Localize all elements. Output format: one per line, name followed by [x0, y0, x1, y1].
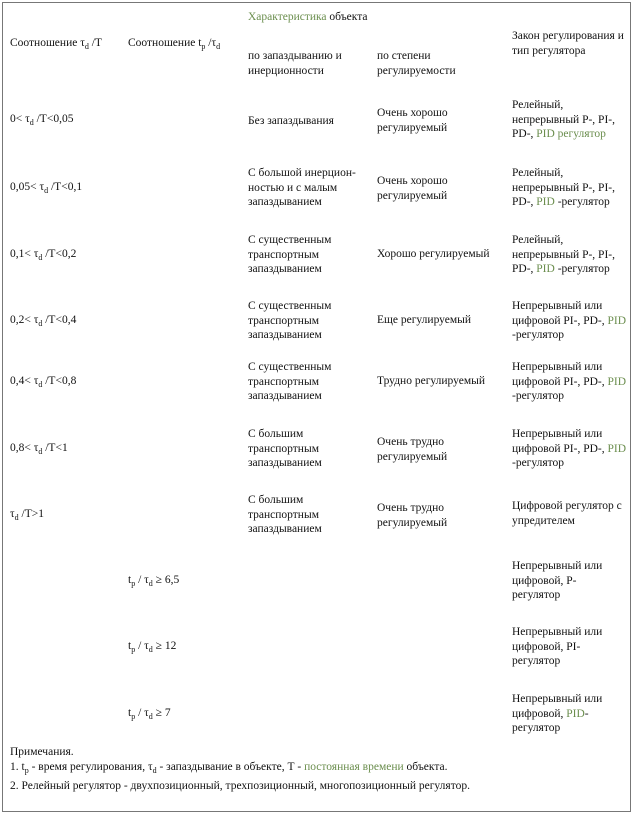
delay-cell: С существенным транспортным запаздыванием	[248, 234, 332, 275]
law-post: -регулятор	[554, 263, 610, 275]
ratio-cell	[10, 374, 120, 389]
tau-sub: d	[148, 579, 153, 588]
tau-sub: d	[148, 712, 153, 721]
ratio-post: /T<0,05	[33, 113, 74, 125]
tp-ratio-cell	[128, 706, 243, 721]
tp-symbol: t	[128, 640, 132, 652]
law-highlight: PID	[536, 263, 555, 275]
regulability-header: по степени регулируемости	[377, 50, 456, 77]
characteristic-rest: объекта	[326, 11, 368, 23]
ratio-pre: 0,1< τ	[10, 248, 39, 260]
law-pre: Непрерывный или цифровой PI-, PD-,	[512, 361, 608, 388]
regulability-cell: Очень трудно регулируемый	[377, 436, 448, 463]
delay-cell: С большим транспортным запаздыванием	[248, 494, 322, 535]
ratio-post: /T<0,4	[42, 314, 77, 326]
delay-cell: С существенным транспортным запаздыванием	[248, 300, 332, 341]
note1-c: - запаздывание в объекте, Т -	[156, 761, 305, 773]
ratio2-mid: /τ	[205, 37, 217, 49]
ratio-post: /T<0,2	[42, 248, 77, 260]
law-highlight: PID	[607, 314, 627, 327]
law-post: -регулятор	[512, 457, 565, 469]
delay-cell: С большим транспортным запаздыванием	[248, 428, 322, 469]
control-law-cell	[512, 559, 612, 603]
control-law-cell	[512, 166, 630, 210]
control-law-cell	[512, 98, 630, 142]
law-highlight: PID	[607, 442, 627, 455]
regulability-cell: Хорошо регулируемый	[377, 248, 490, 260]
law-post: -регулятор	[512, 707, 589, 734]
control-law-cell	[512, 360, 630, 404]
law-pre: Цифровой регулятор с упредителем	[512, 500, 622, 527]
tp-symbol: t	[128, 574, 132, 586]
regulability-cell: Еще регулируемый	[377, 314, 472, 326]
law-highlight: PID	[536, 196, 555, 208]
ratio1-pre: Соотношение τ	[10, 37, 85, 49]
tau-symbol: / τ	[135, 574, 149, 586]
notes-title: Примечания.	[10, 746, 74, 758]
law-highlight: PID	[607, 375, 627, 388]
ratio-sub: d	[44, 186, 49, 195]
control-law-cell	[512, 692, 612, 736]
ratio1-sub: d	[84, 42, 89, 51]
note1-sub2: d	[152, 766, 157, 775]
ratio-pre: τ	[10, 508, 15, 520]
tp-ratio-cell	[128, 573, 243, 588]
ratio-sub: d	[14, 513, 19, 522]
ratio2-sub2: d	[216, 42, 221, 51]
delay-inertia-header: по запаздыванию и инерционности	[248, 50, 342, 77]
law-highlight: PID регулятор	[536, 128, 606, 140]
law-highlight: PID	[566, 707, 585, 720]
note1-a: 1. t	[10, 761, 25, 773]
ratio-cell	[10, 112, 120, 127]
tp-symbol: t	[128, 707, 132, 719]
ratio-cell	[10, 441, 120, 456]
ratio-post: /T<1	[42, 442, 68, 454]
regulability-cell: Очень трудно регулируемый	[377, 502, 448, 529]
ratio-pre: 0,05< τ	[10, 181, 45, 193]
control-law-cell	[512, 233, 630, 277]
regulability-cell: Очень хорошо регулируемый	[377, 175, 448, 202]
ratio-sub: d	[38, 253, 43, 262]
ratio-tp-tau-header	[128, 36, 243, 51]
delay-cell: С большой инерцион-ностью и с малым запаздыванием	[248, 167, 356, 208]
ratio-sub: d	[29, 118, 34, 127]
control-law-cell	[512, 625, 612, 669]
ratio-tau-t-header	[10, 36, 130, 51]
ratio-sub: d	[38, 319, 43, 328]
tau-symbol: / τ	[135, 707, 149, 719]
law-pre: Непрерывный или цифровой, PI-регулятор	[512, 626, 603, 667]
delay-cell: С существенным транспортным запаздыванием	[248, 361, 332, 402]
object-characteristic-header	[248, 10, 498, 25]
law-pre: Непрерывный или цифровой,	[512, 693, 603, 720]
ratio2-sub1: р	[201, 42, 206, 51]
regulability-cell: Трудно регулируемый	[377, 375, 486, 387]
tau-symbol: / τ	[135, 640, 149, 652]
characteristic-highlight: Характеристика	[248, 11, 327, 23]
law-post: -регулятор	[512, 390, 565, 402]
ratio-sub: d	[38, 447, 43, 456]
note1-b: - время регулирования, τ	[28, 761, 153, 773]
control-law-cell	[512, 499, 630, 528]
law-pre: Непрерывный или цифровой PI-, PD-,	[512, 428, 608, 455]
control-law-cell	[512, 299, 630, 343]
ratio-pre: 0< τ	[10, 113, 30, 125]
ratio-sub: d	[38, 380, 43, 389]
control-law-cell	[512, 427, 630, 471]
ratio-post: /T<0,1	[48, 181, 83, 193]
tp-sub: р	[131, 579, 136, 588]
tp-condition: ≥ 12	[152, 640, 177, 652]
note1-highlight: постоянная времени	[304, 761, 404, 773]
law-pre: Непрерывный или цифровой PI-, PD-,	[512, 300, 608, 327]
ratio-post: /T>1	[18, 508, 44, 520]
tp-sub: р	[131, 645, 136, 654]
tp-condition: ≥ 6,5	[152, 574, 180, 586]
tp-ratio-cell	[128, 639, 243, 654]
ratio-pre: 0,2< τ	[10, 314, 39, 326]
ratio-pre: 0,8< τ	[10, 442, 39, 454]
ratio2-pre: Соотношение t	[128, 37, 202, 49]
ratio1-post: /T	[88, 37, 102, 49]
delay-cell: Без запаздывания	[248, 115, 334, 127]
tau-sub: d	[148, 645, 153, 654]
control-law-header: Закон регулирования и тип регулятора	[512, 30, 624, 57]
note1-d: объекта.	[403, 761, 448, 773]
ratio-cell	[10, 507, 120, 522]
ratio-post: /T<0,8	[42, 375, 77, 387]
note1-sub1: р	[24, 766, 29, 775]
ratio-cell	[10, 247, 120, 262]
law-pre: Релейный, непрерывный Р-, PI-, PD-,	[512, 167, 615, 208]
tp-sub: р	[131, 712, 136, 721]
note-1	[10, 760, 610, 775]
law-pre: Релейный, непрерывный Р-, PI-, PD-,	[512, 99, 615, 140]
ratio-cell	[10, 180, 120, 195]
law-post: -регулятор	[554, 196, 610, 208]
law-pre: Релейный, непрерывный Р-, PI-, PD-,	[512, 234, 615, 275]
note-2: 2. Релейный регулятор - двухпозиционный, трехпозиционный, многопозиционный регулятор.	[10, 780, 470, 792]
ratio-cell	[10, 313, 120, 328]
ratio-pre: 0,4< τ	[10, 375, 39, 387]
law-pre: Непрерывный или цифровой, Р-регулятор	[512, 560, 603, 601]
tp-condition: ≥ 7	[152, 707, 171, 719]
regulability-cell: Очень хорошо регулируемый	[377, 107, 448, 134]
law-post: -регулятор	[512, 329, 565, 341]
